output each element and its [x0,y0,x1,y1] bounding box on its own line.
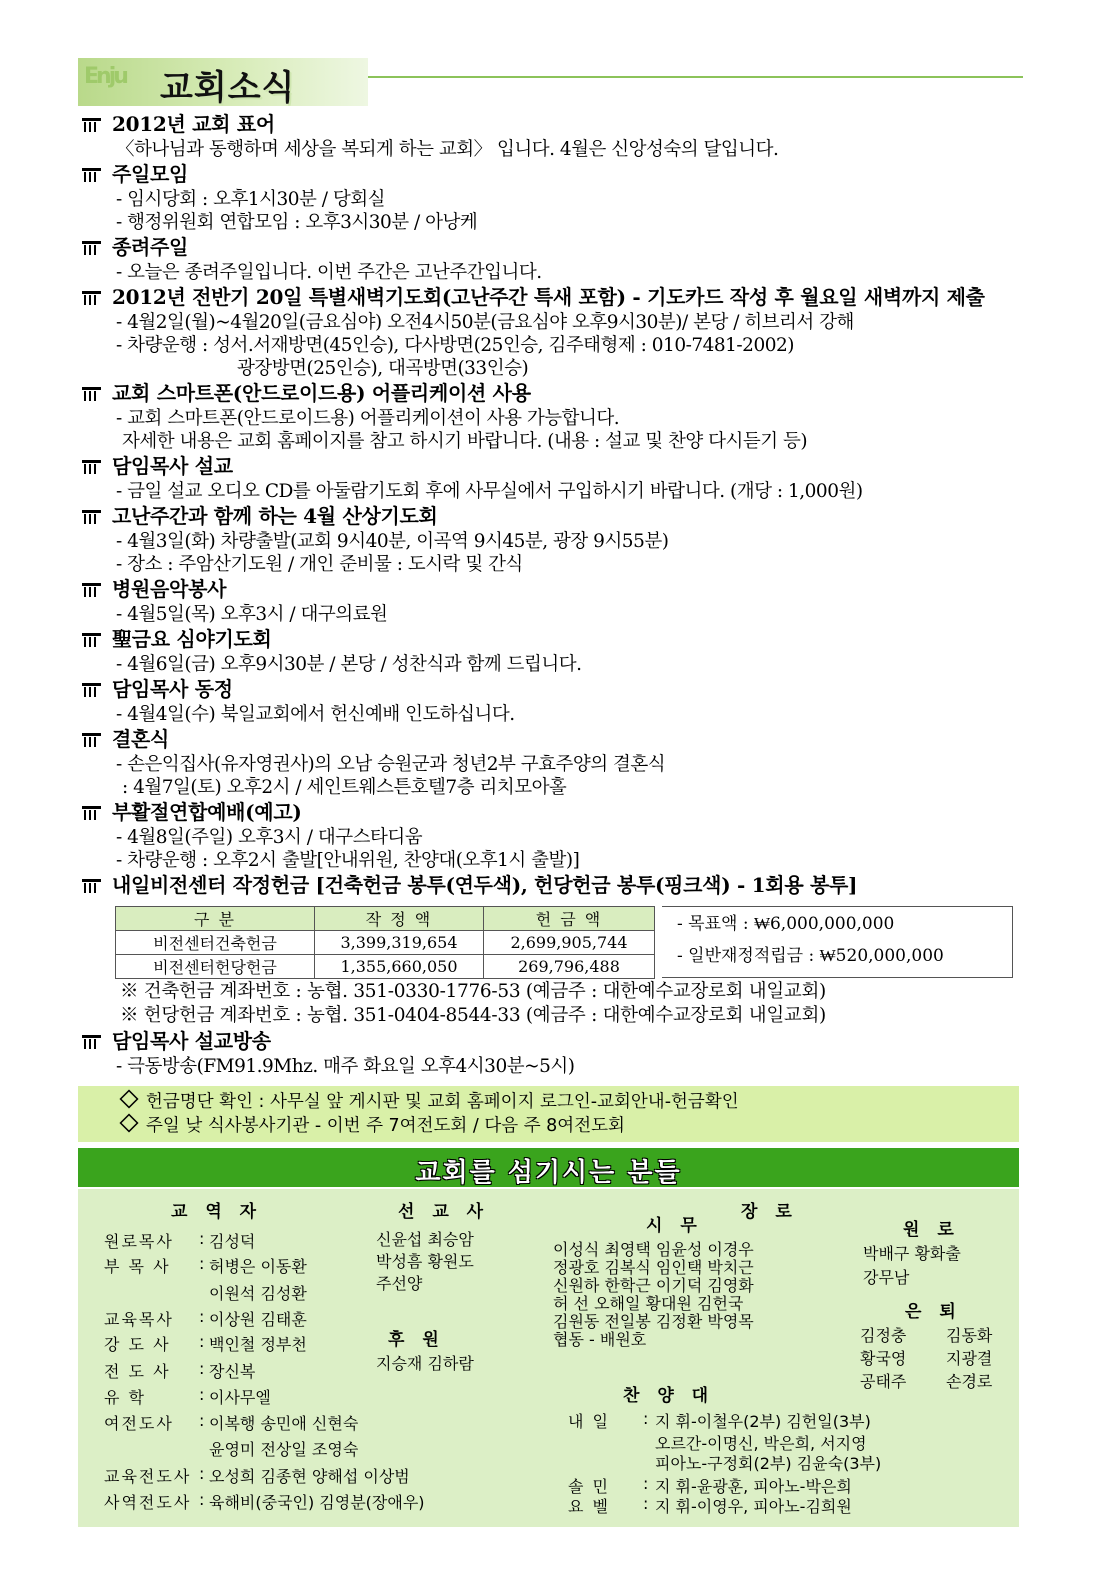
minister-names: 김성덕 [209,1232,256,1251]
role-colon: : [199,1464,205,1483]
staff-panel [78,1189,1019,1527]
role-colon: : [199,1307,205,1326]
section-line: - 4월5일(목) 오후3시 / 대구의료원 [116,604,388,625]
header-decoration: Enju [84,64,126,89]
bullet-icon [82,118,101,132]
news-section [82,161,1022,234]
section-line: : 4월7일(토) 오후2시 / 세인트웨스튼호텔7층 리치모아홀 [122,777,567,798]
info-box [78,1086,1019,1142]
minister-role: 부 목 사 [104,1257,171,1276]
minister-role: 강 도 사 [104,1335,171,1354]
bullet-icon [82,806,101,820]
fund-header-cell: 작 정 액 [315,907,484,931]
ministers-heading: 교 역 자 [171,1202,263,1222]
section-line: 〈하나님과 동행하며 세상을 복되게 하는 교회〉 입니다. 4월은 신앙성숙의 달입니다. [116,139,779,160]
emeritus-elders-heading: 원 로 [903,1220,960,1240]
minister-role: 전 도 사 [104,1362,171,1381]
choir-name: 내 일 [568,1412,610,1431]
role-colon: : [199,1229,205,1248]
section-line: - 4월8일(주일) 오후3시 / 대구스타디움 [116,827,423,848]
active-elder-names: 김원동 전일봉 김정환 박영목 [553,1312,754,1331]
account-note: ※ 헌당헌금 계좌번호 : 농협. 351-0404-8544-33 (예금주 : 대한예수교장로회 내일교회) [120,1005,826,1026]
minister-names: 허병은 이동환 [209,1257,307,1276]
diamond-icon [119,1089,138,1108]
section-title: 담임목사 설교 [112,454,233,478]
news-section [82,799,1022,872]
section-title: 결혼식 [112,727,170,751]
active-elder-names: 정광호 김복식 임인택 박치근 [553,1258,754,1277]
info-text: 주일 낮 식사봉사기관 - 이번 주 7여전도회 / 다음 주 8여전도회 [146,1116,625,1136]
info-line [120,1090,739,1114]
section-title: 병원음악봉사 [112,577,227,601]
bullet-icon [82,583,101,597]
section-line: - 극동방송(FM91.9Mhz. 매주 화요일 오후4시30분~5시) [116,1056,575,1077]
retired-elder-name: 손경로 [946,1372,993,1391]
section-heading [82,284,1022,311]
bullet-icon [82,291,101,305]
role-colon: : [643,1474,649,1493]
diamond-icon [119,1113,138,1132]
news-section [82,234,1022,284]
minister-role: 원로목사 [104,1232,174,1251]
emeritus-elder-names: 강무남 [863,1268,910,1287]
section-line: 광장방면(25인승), 대곡방면(33인승) [237,358,529,379]
minister-role: 유 학 [104,1388,146,1407]
news-section [82,626,1022,676]
news-section [82,1028,1022,1078]
section-title: 2012년 교회 표어 [112,112,275,136]
role-colon: : [199,1411,205,1430]
section-line: 자세한 내용은 교회 홈페이지를 참고 하시기 바랍니다. (내용 : 설교 및 찬양 다시듣기 등) [122,431,808,452]
missionary-names: 신윤섭 최승암 [376,1230,474,1249]
section-title: 주일모임 [112,162,189,186]
section-heading [82,453,1022,480]
info-text: 헌금명단 확인 : 사무실 앞 게시판 및 교회 홈페이지 로그인-교회안내-헌금확인 [146,1092,739,1112]
fund-table-header [116,907,655,931]
fund-header-cell: 구 분 [116,907,315,931]
section-heading [82,380,1022,407]
news-section [82,872,1022,899]
role-colon: : [643,1494,649,1513]
section-line: - 4월2일(월)~4월20일(금요심야) 오전4시50분(금요심야 오후9시30분)/ 본당 / 히브리서 강해 [116,312,854,333]
section-heading [82,503,1022,530]
section-line: - 4월4일(수) 북일교회에서 헌신예배 인도하십니다. [116,704,515,725]
section-title: 종려주일 [112,235,189,259]
news-section [82,576,1022,626]
fund-header-cell: 헌 금 액 [484,907,655,931]
section-heading [82,1028,1022,1055]
section-heading [82,576,1022,603]
news-section [82,284,1022,380]
role-colon: : [199,1332,205,1351]
info-line [120,1114,625,1138]
section-title: 聖금요 심야기도회 [112,627,272,651]
news-section [82,111,1022,161]
fund-table-row [116,955,655,979]
retired-elder-name: 황국영 [860,1349,907,1368]
fund-cell: 269,796,488 [484,955,655,979]
missionary-names: 주선양 [376,1274,423,1293]
section-heading [82,872,1022,899]
choir-members: 지 휘-이철우(2부) 김헌일(3부) [655,1412,871,1431]
retired-elder-name: 김동화 [946,1326,993,1345]
emeritus-elder-names: 박배구 황화출 [863,1244,961,1263]
bullet-icon [82,1035,101,1049]
retired-elder-name: 김정충 [860,1326,907,1345]
minister-names: 육해비(중국인) 김영분(장애우) [209,1493,425,1512]
minister-role: 사역전도사 [104,1493,192,1512]
bullet-icon [82,633,101,647]
choir-members: 피아노-구정회(2부) 김윤숙(3부) [655,1454,882,1473]
section-title: 담임목사 동정 [112,677,233,701]
section-heading [82,726,1022,753]
active-elder-names: 허 선 오해일 황대원 김헌국 [553,1294,744,1313]
section-header [78,58,1023,110]
section-line: - 오늘은 종려주일입니다. 이번 주간은 고난주간입니다. [116,262,542,283]
section-heading [82,676,1022,703]
fund-table-row [116,931,655,955]
section-title: 2012년 전반기 20일 특별새벽기도회(고난주간 특새 포함) - 기도카드 작성 후 월요일 새벽까지 제출 [112,285,985,309]
bullet-icon [82,733,101,747]
retired-elder-name: 지광결 [946,1349,993,1368]
retired-elder-name: 공태주 [860,1372,907,1391]
section-line: - 차량운행 : 성서.서재방면(45인승), 다사방면(25인승, 김주태형제 : 010-7481-2002) [116,335,794,356]
minister-role: 여전도사 [104,1414,174,1433]
news-section [82,503,1022,576]
choir-name: 솔 민 [568,1477,610,1496]
fund-cell: 비전센터건축헌금 [116,931,315,955]
section-heading [82,161,1022,188]
sponsor-names: 지승재 김하람 [376,1354,474,1373]
section-heading [82,626,1022,653]
news-section [82,380,1022,453]
section-line: - 교회 스마트폰(안드로이드용) 어플리케이션이 사용 가능합니다. [116,408,620,429]
bullet-icon [82,387,101,401]
section-line: - 임시당회 : 오후1시30분 / 당회실 [116,189,386,210]
header-rule [368,76,1023,78]
minister-names: 이복행 송민애 신현숙 [209,1414,359,1433]
bullet-icon [82,460,101,474]
active-elder-names: 이성식 최영택 임윤성 이경우 [553,1240,754,1259]
fund-cell: 비전센터헌당헌금 [116,955,315,979]
fund-cell: 2,699,905,744 [484,931,655,955]
bullet-icon [82,510,101,524]
staff-title-bar [78,1148,1019,1187]
retired-elders-heading: 은 퇴 [905,1302,962,1322]
role-colon: : [199,1490,205,1509]
bullet-icon [82,879,101,893]
role-colon: : [199,1385,205,1404]
minister-names: 윤영미 전상일 조영숙 [209,1440,359,1459]
minister-names: 오성희 김종현 양해섭 이상범 [209,1467,410,1486]
section-heading [82,799,1022,826]
role-colon: : [199,1359,205,1378]
news-list [82,111,1022,1078]
fund-table-block [82,900,1022,980]
section-line: - 장소 : 주암산기도원 / 개인 준비물 : 도시락 및 간식 [116,554,523,575]
minister-role: 교육목사 [104,1310,174,1329]
news-section [82,676,1022,726]
section-line: - 금일 설교 오디오 CD를 아둘람기도회 후에 사무실에서 구입하시기 바랍니다. (개당 : 1,000원) [116,481,863,502]
missionaries-heading: 선 교 사 [398,1202,490,1222]
active-elder-names: 협동 - 배원호 [553,1330,647,1349]
choir-heading: 찬 양 대 [623,1386,715,1406]
role-colon: : [643,1409,649,1428]
news-section [82,453,1022,503]
section-line: - 차량운행 : 오후2시 출발[안내위원, 찬양대(오후1시 출발)] [116,850,580,871]
fund-cell: 3,399,319,654 [315,931,484,955]
bullet-icon [82,168,101,182]
minister-names: 이원석 김성환 [209,1284,307,1303]
minister-names: 장신복 [209,1362,256,1381]
minister-names: 이상원 김태훈 [209,1310,307,1329]
section-title: 담임목사 설교방송 [112,1029,271,1053]
fund-summary-line: - 일반재정적립금 : ₩520,000,000 [677,946,944,966]
news-section [82,726,1022,799]
section-title: 고난주간과 함께 하는 4월 산상기도회 [112,504,438,528]
active-elder-names: 신원하 한학근 이기덕 김영화 [553,1276,754,1295]
fund-cell: 1,355,660,050 [315,955,484,979]
choir-members: 지 휘-이영우, 피아노-김희원 [655,1497,852,1516]
choir-members: 지 휘-윤광훈, 피아노-박은희 [655,1477,852,1496]
choir-members: 오르간-이명신, 박은희, 서지영 [655,1434,867,1453]
fund-summary [662,906,1013,978]
active-elders-heading: 시 무 [646,1216,703,1236]
elders-heading: 장 로 [741,1202,798,1222]
section-heading [82,234,1022,261]
section-line: - 4월3일(화) 차량출발(교회 9시40분, 이곡역 9시45분, 광장 9시55분) [116,531,669,552]
fund-table [115,906,655,979]
section-line: - 4월6일(금) 오후9시30분 / 본당 / 성찬식과 함께 드립니다. [116,654,582,675]
minister-role: 교육전도사 [104,1467,192,1486]
bullet-icon [82,683,101,697]
choir-name: 요 벨 [568,1497,610,1516]
page-title: 교회소식 [160,68,296,108]
staff-title: 교회를 섬기시는 분들 [415,1158,682,1188]
fund-summary-line: - 목표액 : ₩6,000,000,000 [677,914,895,934]
section-title: 부활절연합예배(예고) [112,800,302,824]
section-title: 교회 스마트폰(안드로이드용) 어플리케이션 사용 [112,381,531,405]
minister-names: 백인철 정부천 [209,1335,307,1354]
missionary-names: 박성흠 황원도 [376,1252,474,1271]
bullet-icon [82,241,101,255]
section-line: - 손은익집사(유자영권사)의 오남 승원군과 청년2부 구효주양의 결혼식 [116,754,666,775]
role-colon: : [199,1254,205,1273]
section-heading [82,111,1022,138]
account-note: ※ 건축헌금 계좌번호 : 농협. 351-0330-1776-53 (예금주 : 대한예수교장로회 내일교회) [120,981,826,1002]
sponsor-heading: 후 원 [388,1330,445,1350]
section-line: - 행정위원회 연합모임 : 오후3시30분 / 아낭케 [116,212,478,233]
section-title: 내일비전센터 작정헌금 [건축헌금 봉투(연두색), 헌당헌금 봉투(핑크색) - 1회용 봉투] [112,873,858,897]
minister-names: 이사무엘 [209,1388,271,1407]
